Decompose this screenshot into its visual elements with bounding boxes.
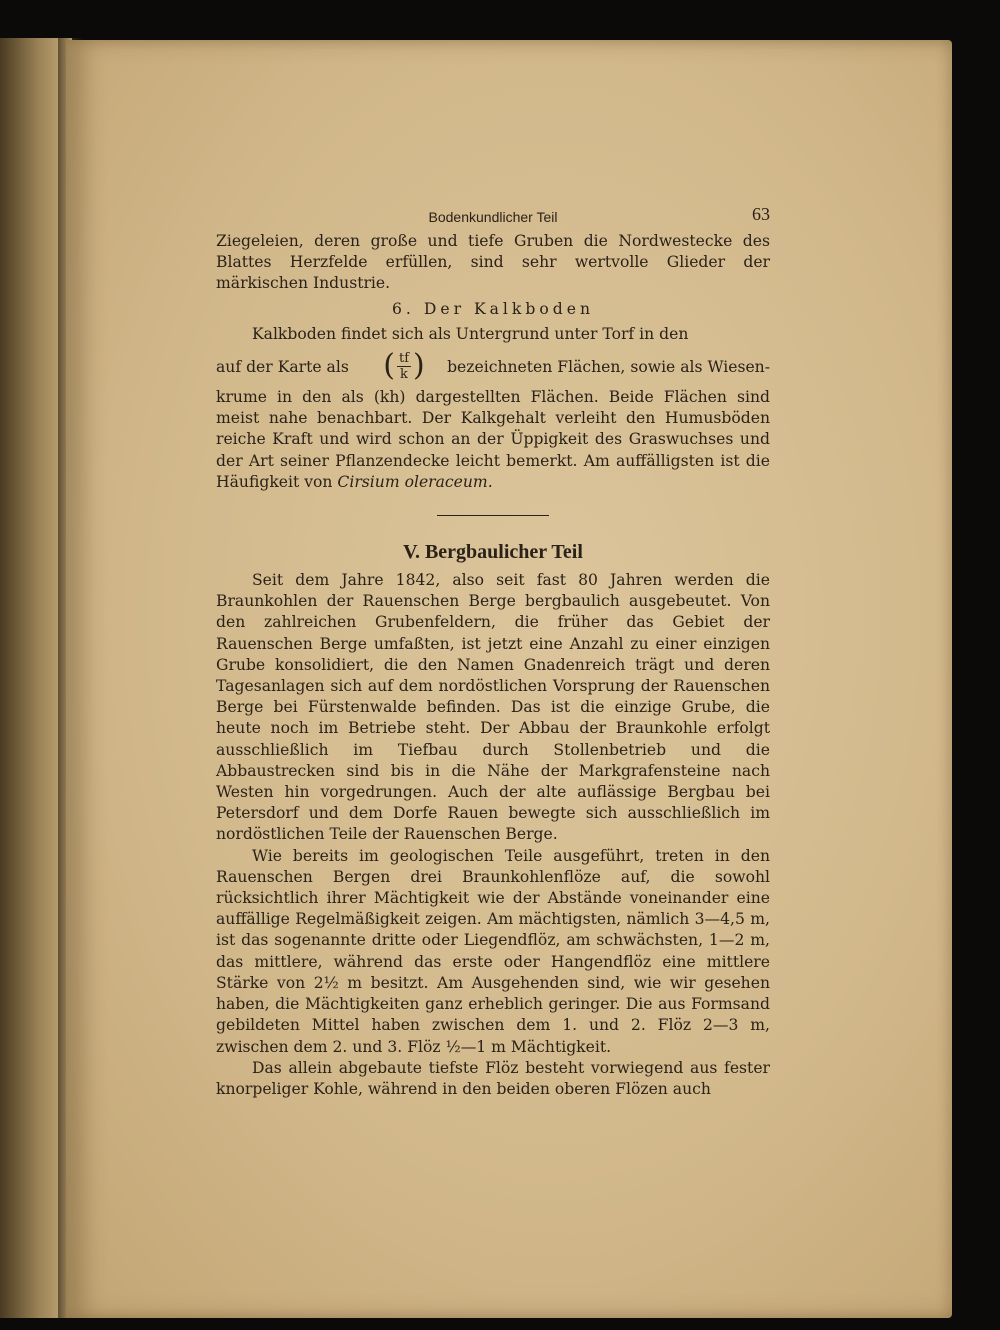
running-head [216,204,770,228]
formula-numerator: tf [398,350,410,366]
formula-denominator: k [400,366,408,382]
formula-fraction: ( $\frac{tf}{k}$ ) [383,348,425,384]
page-number: 63 [752,204,770,224]
section-heading-kalkboden: 6. Der Kalkboden [392,299,594,318]
bergbau-paragraph-1: Seit dem Jahre 1842, also seit fast 80 Jahren werden die Braunkohlen der Rauenschen Berge bergbaulich ausgebeutet. Von den zahlreichen Grubenfeldern, die früher das Gebiet der Rauenschen Berge umfaßten, ist jetzt eine Anzahl zu einer einzigen Grube konsolidiert, die den Namen Gnadenreich trägt und deren Tagesanlagen sich auf dem nordöstlichen Vorsprung der Rauenschen Berge bei Fürstenwalde befinden. Das ist die einzige Grube, die heute noch im Betriebe steht. Der Abbau der Braunkohle erfolgt ausschließlich im Tiefbau durch Stollenbetrieb und die Abbaustrecken sind bis in die Nähe der Markgrafensteine nach Westen hin vorgedrungen. Auch der alte auflässige Bergbau bei Petersdorf und dem Dorfe Rauen bewegte sich ausschließlich im nordöstlichen Teile der Rauenschen Berge. [216,571,770,844]
kalkboden-body: krume in den als (kh) dargestellten Flächen. Beide Flächen sind meist nahe benachbart. Der Kalkgehalt verleiht den Humusböden reiche Kraft und wird schon an der Üppigkeit des Graswuchses und der Art seiner Pflanzendecke leicht bemerkt. Am auffälligsten ist die Häufigkeit von [216,388,770,491]
intro-paragraph: Ziegeleien, deren große und tiefe Gruben die Nordwestecke des Blattes Herzfelde erfüllen, sind sehr wertvolle Glieder der märkischen Industrie. [216,232,770,293]
formula-text-after: bezeichneten Flächen, sowie als Wiesen- [447,358,770,377]
species-name: Cirsium oleraceum. [337,472,493,491]
section-separator [437,515,549,516]
page-content [216,204,770,1100]
formula-text-before: auf der Karte als [216,358,349,377]
kalkboden-line-1: Kalkboden findet sich als Untergrund unter Torf in den [252,324,689,343]
chapter-heading: V. Bergbaulicher Teil [403,541,583,564]
kalkboden-paragraph-rest [216,387,770,493]
bergbau-paragraph-2: Wie bereits im geologischen Teile ausgeführt, treten in den Rauenschen Bergen drei Braunkohlenflöze auf, die sowohl rücksichtlich ihrer Mächtigkeit wie der Abstände voneinander eine auffällige Regelmäßigkeit zeigen. Am mächtigsten, nämlich 3—4,5 m, ist das sogenannte dritte oder Liegendflöz, am schwächsten, 1—2 m, das mittlere, während das erste oder Hangendflöz eine mittlere Stärke von 2½ m besitzt. Am Ausgehenden sind, wie wir gesehen haben, die Mächtigkeiten ganz erheblich geringer. Die aus Formsand gebildeten Mittel haben zwischen dem 1. und 2. Flöz 2—3 m, zwischen dem 2. und 3. Flöz ½—1 m Mächtigkeit. [216,846,770,1056]
bergbau-paragraph-3: Das allein abgebaute tiefste Flöz besteht vorwiegend aus fester knorpeliger Kohle, während in den beiden oberen Flözen auch [216,1058,770,1098]
formula-line [216,347,770,387]
running-head-title: Bodenkundlicher Teil [428,209,558,225]
